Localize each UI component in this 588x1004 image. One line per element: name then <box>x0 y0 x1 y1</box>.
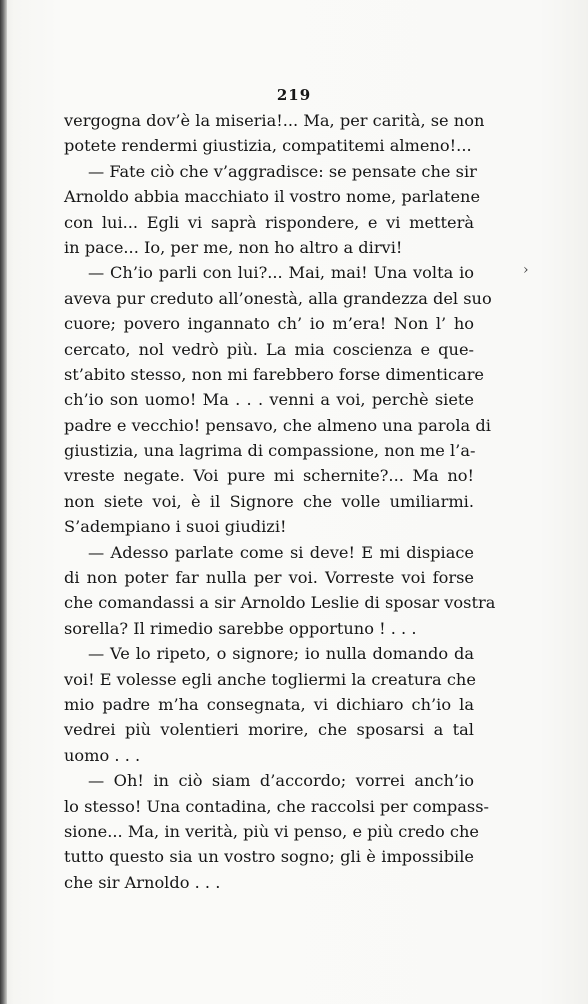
text-line: — Oh! in ciò siam d’accordo; vorrei anch’io <box>88 771 474 791</box>
text-line: vedrei più volentieri morire, che sposarsi a tal <box>64 720 474 740</box>
text-line: Arnoldo abbia macchiato il vostro nome, parlatene <box>64 187 481 207</box>
text-line: — Ch’io parli con lui?... Mai, mai! Una volta io <box>88 263 474 283</box>
text-line: mio padre m’ha consegnata, vi dichiaro ch’io la <box>64 694 474 714</box>
page-number: 219 <box>276 86 312 104</box>
text-line: con lui... Egli vi saprà rispondere, e vi metterà <box>64 212 474 232</box>
text-line: st’abito stesso, non mi farebbero forse dimenticare <box>64 364 485 384</box>
text-line: ch’io son uomo! Ma . . . venni a voi, perchè siete <box>64 390 474 410</box>
text-line: S’adempiano i suoi giudizi! <box>64 517 287 537</box>
text-line: — Adesso parlate come si deve! E mi dispiace <box>88 542 474 562</box>
text-line: uomo . . . <box>64 745 141 765</box>
text-line: potete rendermi giustizia, compatitemi almeno!... <box>64 136 472 156</box>
text-line: vergogna dov’è la miseria!... Ma, per carità, se non <box>64 111 485 130</box>
text-line: di non poter far nulla per voi. Vorreste voi forse <box>64 568 474 588</box>
text-line: che sir Arnoldo . . . <box>64 872 221 892</box>
text-line: — Fate ciò che v’aggradisce: se pensate che sir <box>88 161 477 181</box>
text-line: tutto questo sia un vostro sogno; gli è impossibile <box>64 847 474 867</box>
text-line: giustizia, una lagrima di compassione, non me l’a- <box>64 441 476 461</box>
text-line: cercato, nol vedrò più. La mia coscienza e que- <box>64 339 474 359</box>
margin-mark: › <box>523 262 529 278</box>
text-line: padre e vecchio! pensavo, che almeno una parola di <box>64 415 491 435</box>
text-line: aveva pur creduto all’onestà, alla grandezza del suo <box>64 288 492 308</box>
text-line: sione... Ma, in verità, più vi penso, e più credo che <box>64 821 480 841</box>
body-text <box>64 108 496 895</box>
text-line: vreste negate. Voi pure mi schernite?... Ma no! <box>64 466 474 486</box>
text-line: in pace... Io, per me, non ho altro a dirvi! <box>64 237 403 257</box>
binding-edge <box>0 0 7 1004</box>
text-line: cuore; povero ingannato ch’ io m’era! Non l’ ho <box>64 314 474 334</box>
text-line: voi! E volesse egli anche togliermi la creatura che <box>64 669 476 689</box>
text-line: lo stesso! Una contadina, che raccolsi per compass- <box>64 796 490 816</box>
text-line: non siete voi, è il Signore che volle umiliarmi. <box>64 491 474 511</box>
text-line: che comandassi a sir Arnoldo Leslie di sposar vostra <box>64 593 496 613</box>
text-line: sorella? Il rimedio sarebbe opportuno ! . . . <box>64 618 417 638</box>
text-line: — Ve lo ripeto, o signore; io nulla domando da <box>88 644 474 664</box>
